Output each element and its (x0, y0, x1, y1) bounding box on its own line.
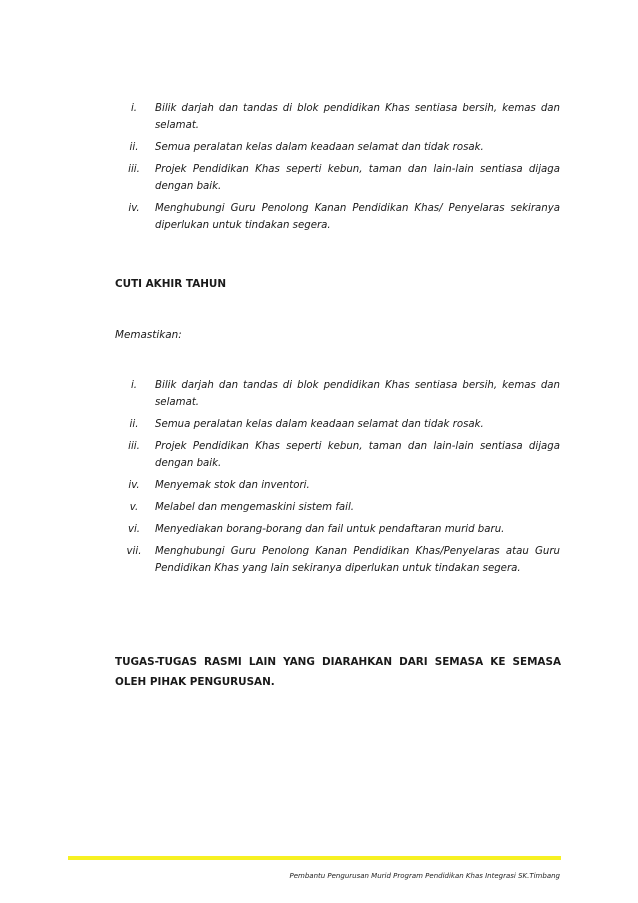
list-item-text: Menyemak stok dan inventori. (155, 480, 310, 491)
list-item (113, 161, 560, 195)
list-item-text: Bilik darjah dan tandas di blok pendidikan Khas sentiasa bersih, kemas dan selamat. (155, 380, 560, 408)
list-item-number: i. (130, 380, 138, 391)
list-item (113, 543, 560, 577)
list-item (113, 521, 560, 538)
list-item-text: Semua peralatan kelas dalam keadaan selamat dan tidak rosak. (155, 142, 484, 153)
list-item-number: iv. (128, 203, 140, 214)
section-intro: Memastikan: (115, 329, 182, 341)
year-end-duties-list (113, 377, 560, 582)
list-item-text: Menghubungi Guru Penolong Kanan Pendidikan Khas/ Penyelaras sekiranya diperlukan untuk tindakan segera. (155, 203, 560, 231)
list-item (113, 416, 560, 433)
section-heading: TUGAS-TUGAS RASMI LAIN YANG DIARAHKAN DARI SEMASA KE SEMASA OLEH PIHAK PENGURUSAN. (115, 656, 561, 688)
list-item-number: iv. (128, 480, 140, 491)
list-item-text: Melabel dan mengemaskini sistem fail. (155, 502, 355, 513)
list-item-text: Bilik darjah dan tandas di blok pendidikan Khas sentiasa bersih, kemas dan selamat. (155, 103, 560, 131)
list-item (113, 200, 560, 234)
list-item-number: vii. (126, 546, 142, 557)
list-item-number: iii. (128, 164, 140, 175)
footer-divider (68, 856, 561, 860)
list-item-text: Menghubungi Guru Penolong Kanan Pendidikan Khas/Penyelaras atau Guru Pendidikan Khas yang lain sekiranya diperlukan untuk tindakan segera. (155, 546, 560, 574)
list-item (113, 100, 560, 134)
list-item-text: Projek Pendidikan Khas seperti kebun, taman dan lain-lain sentiasa dijaga dengan baik. (155, 441, 560, 469)
list-item-number: i. (130, 103, 138, 114)
list-item (113, 139, 560, 156)
list-item-text: Menyediakan borang-borang dan fail untuk pendaftaran murid baru. (155, 524, 505, 535)
duties-list (113, 100, 560, 239)
list-item-text: Projek Pendidikan Khas seperti kebun, taman dan lain-lain sentiasa dijaga dengan baik. (155, 164, 560, 192)
list-item (113, 477, 560, 494)
list-item-number: v. (129, 502, 139, 513)
list-item (113, 438, 560, 472)
section-heading: CUTI AKHIR TAHUN (115, 278, 227, 290)
list-item (113, 499, 560, 516)
list-item-number: iii. (128, 441, 140, 452)
list-item-number: ii. (129, 419, 139, 430)
list-item-text: Semua peralatan kelas dalam keadaan selamat dan tidak rosak. (155, 419, 484, 430)
list-item-number: vi. (127, 524, 141, 535)
list-item (113, 377, 560, 411)
footer-text: Pembantu Pengurusan Murid Program Pendidikan Khas Integrasi SK.Timbang (289, 872, 560, 880)
list-item-number: ii. (129, 142, 139, 153)
